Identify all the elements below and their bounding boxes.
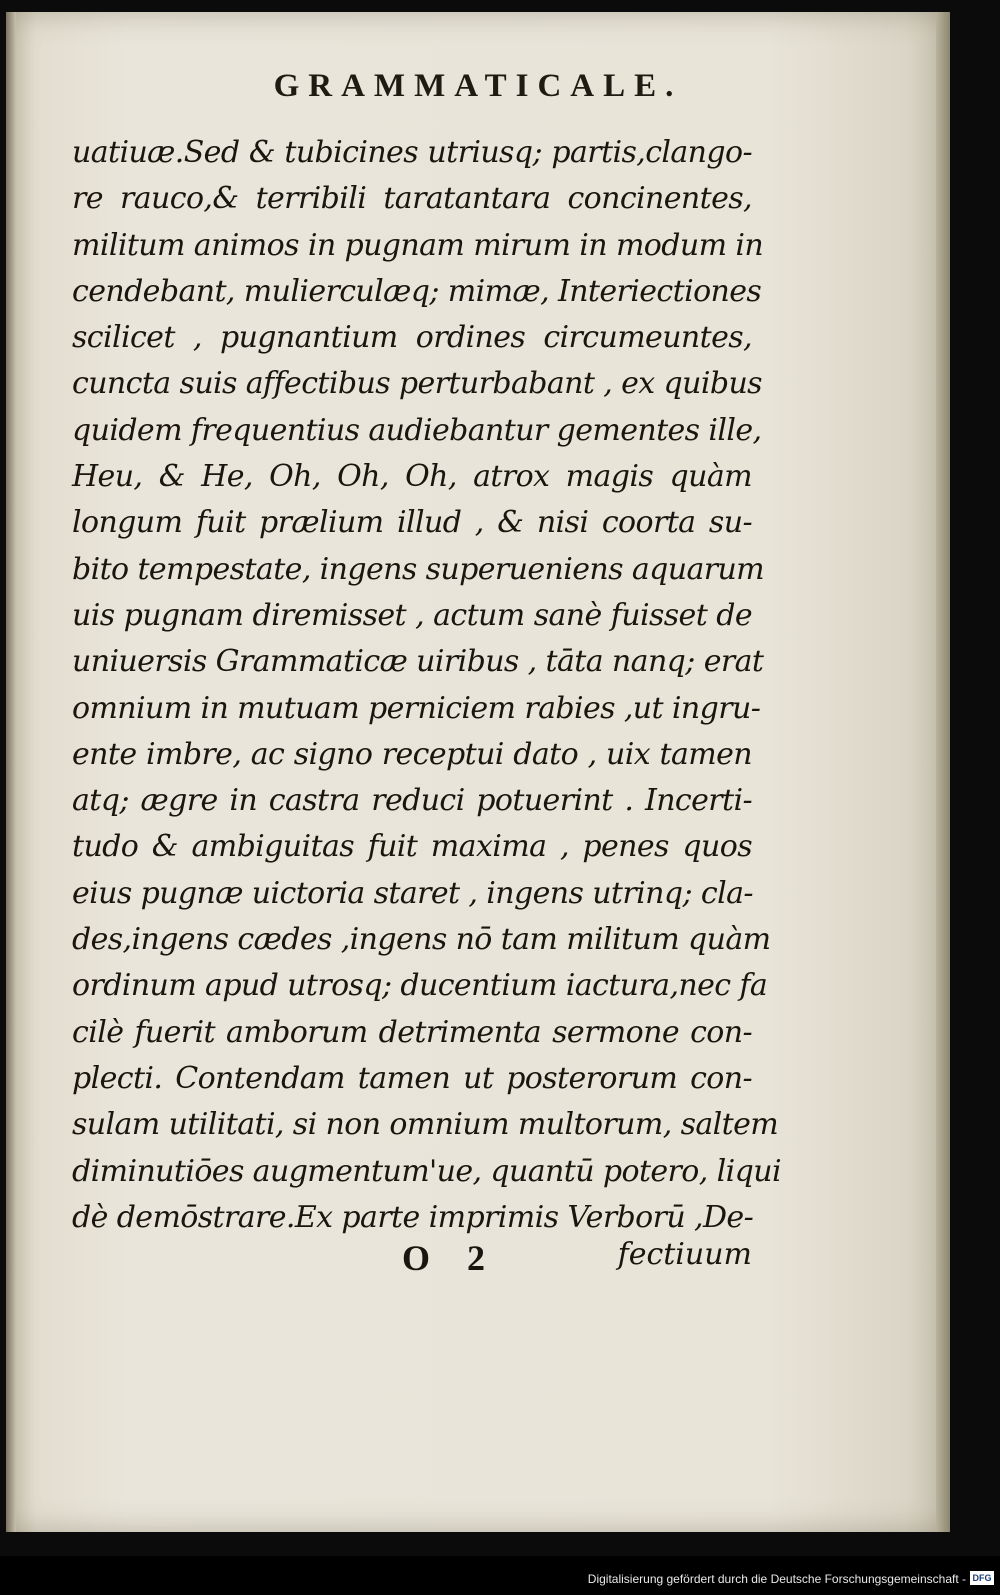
text-line: plecti. Contendam tamen ut posterorum con- xyxy=(72,1060,752,1096)
text-line: re rauco,& terribili taratantara concinentes, xyxy=(72,181,752,217)
text-line: uis pugnam diremisset , actum sanè fuisset de xyxy=(72,597,752,633)
text-line: sulam utilitati, si non omnium multorum, saltem xyxy=(72,1107,779,1143)
text-line: ordinum apud utrosq; ducentium iactura,nec fa xyxy=(72,968,768,1004)
text-line: cuncta suis affectibus perturbabant , ex quibus xyxy=(72,366,762,402)
body-text xyxy=(72,130,781,1241)
text-line: militum animos in pugnam mirum in modum in xyxy=(72,227,764,263)
text-line: quidem frequentius audiebantur gementes ille, xyxy=(72,412,762,448)
catchword: fectiuum xyxy=(617,1237,752,1272)
page-fore-edge xyxy=(936,12,950,1532)
text-line: cilè fuerit amborum detrimenta sermone con- xyxy=(72,1014,752,1050)
text-line: eius pugnæ uictoria staret , ingens utrinq; cla- xyxy=(72,875,753,911)
text-line: bito tempestate, ingens superueniens aquarum xyxy=(72,551,765,587)
text-line: scilicet , pugnantium ordines circumeuntes, xyxy=(72,320,752,356)
text-line: diminutiōes augmentum'ue, quantū potero, liqui xyxy=(72,1153,781,1189)
text-line: cendebant, mulierculæq; mimæ, Interiectiones xyxy=(72,273,762,309)
text-line: tudo & ambiguitas fuit maxima , penes quos xyxy=(72,829,752,865)
page-footer xyxy=(72,1237,752,1283)
book-page xyxy=(6,12,950,1532)
text-line: longum fuit prælium illud , & nisi coorta su- xyxy=(72,505,752,541)
text-line: des,ingens cædes ,ingens nō tam militum quàm xyxy=(72,922,771,958)
text-line: omnium in mutuam perniciem rabies ,ut ingru- xyxy=(72,690,761,726)
text-line: uatiuæ.Sed & tubicines utriusq; partis,clango- xyxy=(72,135,752,170)
credit-text: Digitalisierung gefördert durch die Deutsche Forschungsgemeinschaft - xyxy=(587,1572,966,1586)
digitization-credit-bar xyxy=(0,1556,1000,1595)
dfg-logo: DFG xyxy=(970,1571,994,1585)
text-line: dè demōstrare.Ex parte imprimis Verborū ,De- xyxy=(72,1199,754,1235)
text-line: ente imbre, ac signo receptui dato , uix tamen xyxy=(72,736,752,772)
signature-mark: O 2 xyxy=(402,1238,500,1278)
running-head: GRAMMATICALE. xyxy=(273,68,683,104)
text-line: Heu, & He, Oh, Oh, Oh, atrox magis quàm xyxy=(72,459,752,495)
page-gutter xyxy=(6,12,16,1532)
text-line: atq; ægre in castra reduci potuerint . Incerti- xyxy=(72,783,752,819)
text-line: uniuersis Grammaticæ uiribus , tāta nanq; erat xyxy=(72,644,764,680)
